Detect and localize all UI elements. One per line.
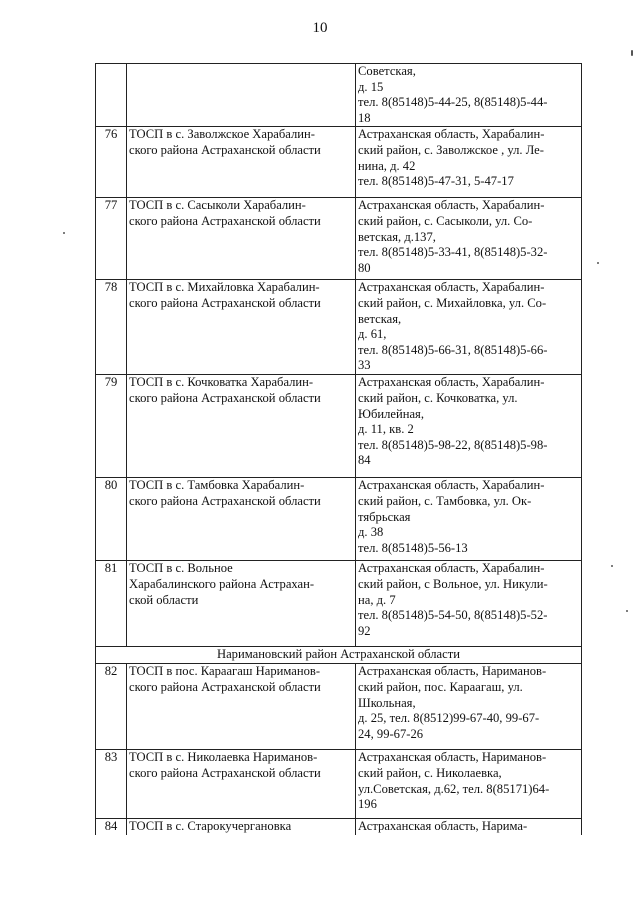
offices-table	[95, 63, 582, 835]
office-address: Астраханская область, Харабалин- ский район, с. Михайловка, ул. Со- ветская, д. 61, тел. 8(85148)5-66-31, 8(85148)5-66- 33	[356, 280, 582, 375]
office-address: Астраханская область, Харабалин- ский район, с Вольное, ул. Никули- на, д. 7 тел. 8(85148)5-54-50, 8(85148)5-52- 92	[356, 561, 582, 647]
table-row	[96, 478, 582, 561]
office-address: Советская, д. 15 тел. 8(85148)5-44-25, 8(85148)5-44- 18	[356, 64, 582, 127]
office-address: Астраханская область, Нарима-	[356, 819, 582, 835]
office-name	[127, 64, 356, 127]
office-name: ТОСП в с. Сасыколи Харабалин- ского района Астраханской области	[127, 198, 356, 280]
office-name: ТОСП в пос. Караагаш Нариманов- ского района Астраханской области	[127, 664, 356, 750]
scan-speck	[611, 565, 613, 567]
office-address: Астраханская область, Нариманов- ский район, пос. Караагаш, ул. Школьная, д. 25, тел. 8(8512)99-67-40, 99-67- 24, 99-67-26	[356, 664, 582, 750]
row-number: 77	[96, 198, 127, 280]
row-number: 80	[96, 478, 127, 561]
office-address: Астраханская область, Харабалин- ский район, с. Заволжское , ул. Ле- нина, д. 42 тел. 8(85148)5-47-31, 5-47-17	[356, 127, 582, 198]
row-number: 81	[96, 561, 127, 647]
table-row	[96, 64, 582, 127]
scan-speck	[597, 262, 599, 264]
office-address: Астраханская область, Харабалин- ский район, с. Кочковатка, ул. Юбилейная, д. 11, кв. 2 тел. 8(85148)5-98-22, 8(85148)5-98- 84	[356, 375, 582, 478]
office-name: ТОСП в с. Михайловка Харабалин- ского района Астраханской области	[127, 280, 356, 375]
table-row	[96, 561, 582, 647]
office-name: ТОСП в с. Старокучергановка	[127, 819, 356, 835]
section-title: Наримановский район Астраханской области	[96, 647, 582, 664]
office-name: ТОСП в с. Заволжское Харабалин- ского района Астраханской области	[127, 127, 356, 198]
office-address: Астраханская область, Харабалин- ский район, с. Тамбовка, ул. Ок- тябрьская д. 38 тел. 8(85148)5-56-13	[356, 478, 582, 561]
table-row	[96, 375, 582, 478]
row-number: 82	[96, 664, 127, 750]
office-name: ТОСП в с. Тамбовка Харабалин- ского района Астраханской области	[127, 478, 356, 561]
row-number: 84	[96, 819, 127, 835]
scan-speck	[63, 232, 65, 234]
table-row	[96, 127, 582, 198]
page-number: 10	[312, 20, 328, 36]
row-number	[96, 64, 127, 127]
section-row	[96, 647, 582, 664]
office-address: Астраханская область, Харабалин- ский район, с. Сасыколи, ул. Со- ветская, д.137, тел. 8(85148)5-33-41, 8(85148)5-32- 80	[356, 198, 582, 280]
scan-speck	[626, 610, 628, 612]
table-row	[96, 198, 582, 280]
row-number: 76	[96, 127, 127, 198]
table-row	[96, 280, 582, 375]
office-address: Астраханская область, Нариманов- ский район, с. Николаевка, ул.Советская, д.62, тел. 8(85171)64- 196	[356, 750, 582, 819]
row-number: 79	[96, 375, 127, 478]
office-name: ТОСП в с. Кочковатка Харабалин- ского района Астраханской области	[127, 375, 356, 478]
row-number: 78	[96, 280, 127, 375]
table-row	[96, 819, 582, 835]
row-number: 83	[96, 750, 127, 819]
office-name: ТОСП в с. Вольное Харабалинского района Астрахан- ской области	[127, 561, 356, 647]
table-row	[96, 750, 582, 819]
table-row	[96, 664, 582, 750]
office-name: ТОСП в с. Николаевка Нариманов- ского района Астраханской области	[127, 750, 356, 819]
scan-speck	[631, 50, 633, 56]
